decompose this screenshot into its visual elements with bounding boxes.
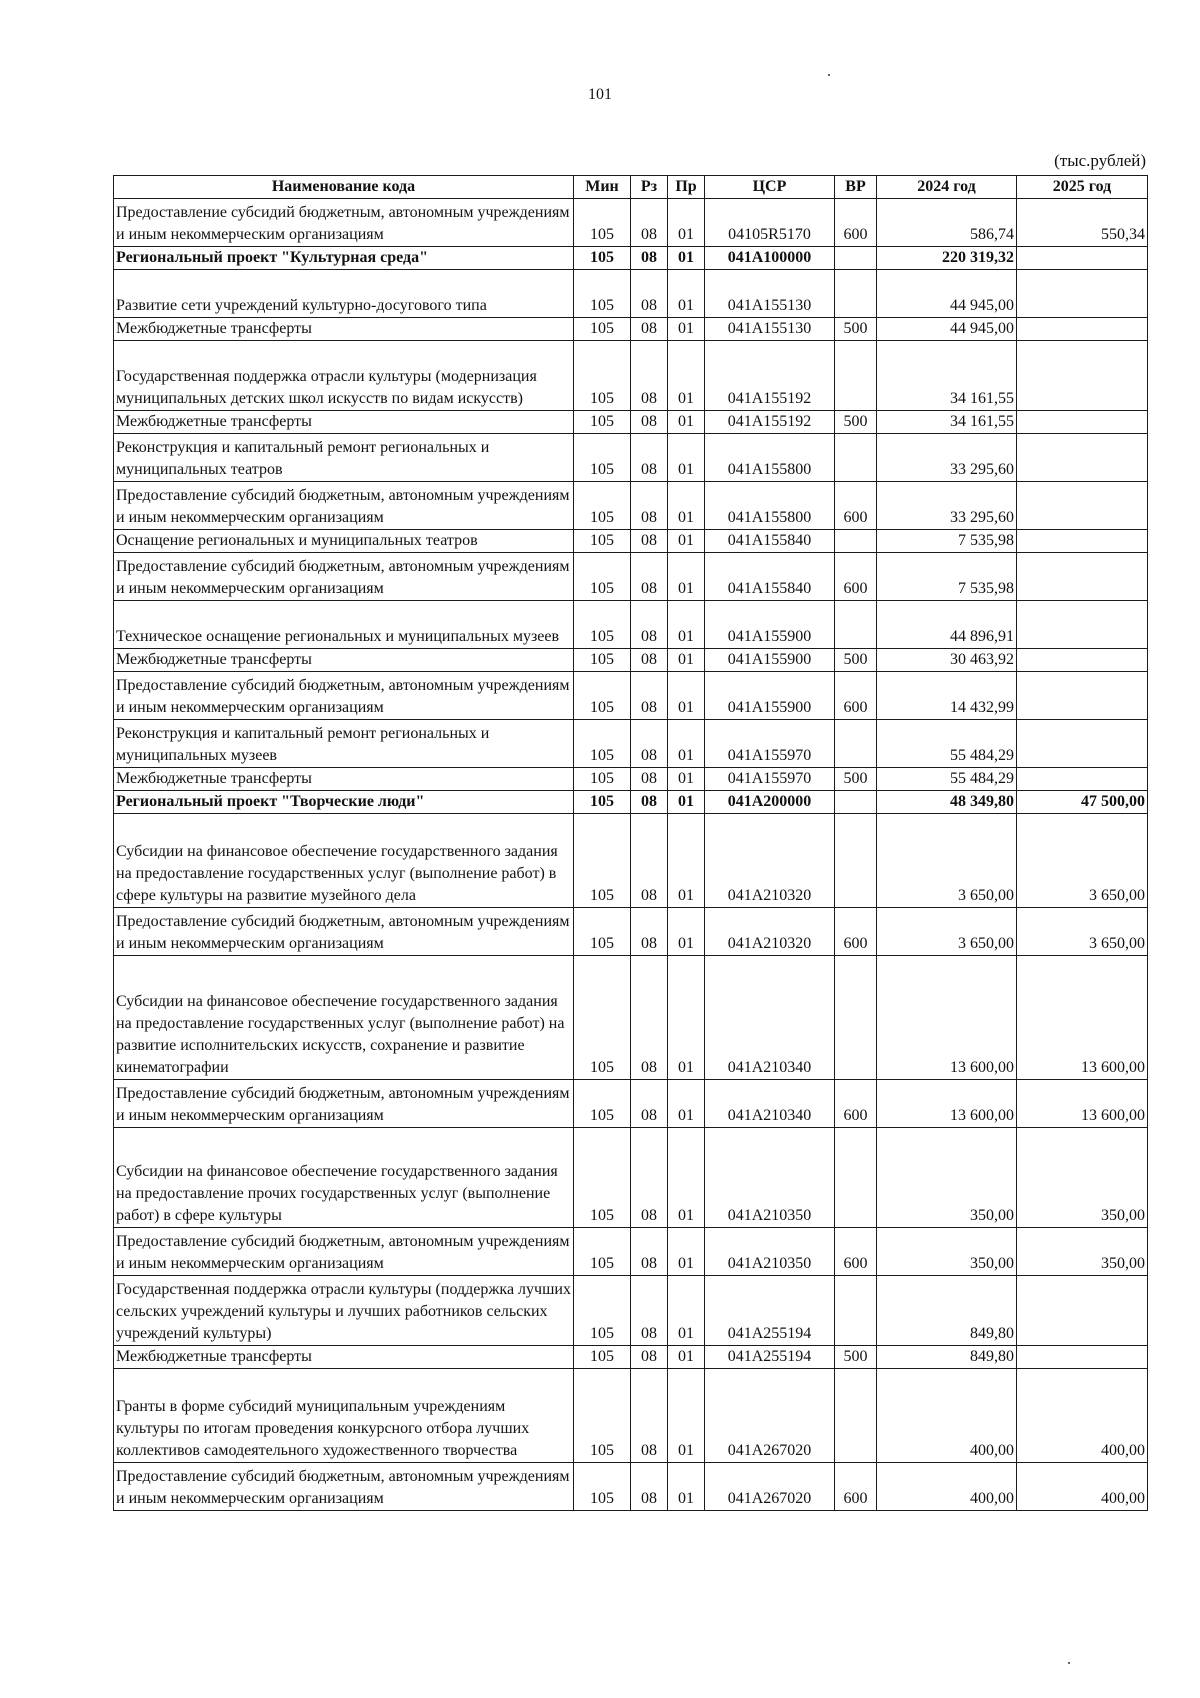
row-vr — [835, 530, 877, 553]
row-min: 105 — [574, 530, 631, 553]
row-rz: 08 — [631, 601, 668, 649]
table-row — [114, 247, 1148, 270]
row-2024: 48 349,80 — [877, 791, 1017, 814]
row-2024: 34 161,55 — [877, 341, 1017, 411]
row-pr: 01 — [668, 199, 705, 247]
row-2024: 13 600,00 — [877, 1080, 1017, 1128]
row-2024: 400,00 — [877, 1463, 1017, 1511]
row-name: Предоставление субсидий бюджетным, автономным учреждениям и иным некоммерческим организациям — [114, 199, 574, 247]
row-pr: 01 — [668, 814, 705, 908]
row-min: 105 — [574, 720, 631, 768]
row-2024: 30 463,92 — [877, 649, 1017, 672]
row-name: Субсидии на финансовое обеспечение государственного задания на предоставление государственных услуг (выполнение работ) на развитие исполнительских искусств, сохранение и развитие кинематографии — [114, 956, 574, 1080]
row-name: Реконструкция и капитальный ремонт региональных и муниципальных музеев — [114, 720, 574, 768]
row-name: Развитие сети учреждений культурно-досугового типа — [114, 270, 574, 318]
table-row — [114, 1463, 1148, 1511]
row-2025 — [1017, 270, 1148, 318]
row-min: 105 — [574, 341, 631, 411]
row-2025: 47 500,00 — [1017, 791, 1148, 814]
header-min: Мин — [574, 176, 631, 199]
row-vr — [835, 270, 877, 318]
row-vr: 600 — [835, 1463, 877, 1511]
row-rz: 08 — [631, 1128, 668, 1228]
units-label: (тыс.рублей) — [1054, 151, 1146, 170]
row-min: 105 — [574, 1369, 631, 1463]
row-vr: 600 — [835, 908, 877, 956]
row-min: 105 — [574, 482, 631, 530]
table-header-row — [114, 176, 1148, 199]
row-name: Межбюджетные трансферты — [114, 411, 574, 434]
table-row — [114, 1346, 1148, 1369]
row-pr: 01 — [668, 649, 705, 672]
row-2025 — [1017, 601, 1148, 649]
row-vr — [835, 341, 877, 411]
table-row — [114, 720, 1148, 768]
row-rz: 08 — [631, 672, 668, 720]
row-2024: 55 484,29 — [877, 768, 1017, 791]
header-vr: ВР — [835, 176, 877, 199]
row-csr: 041A267020 — [705, 1463, 835, 1511]
row-2025 — [1017, 482, 1148, 530]
row-2025 — [1017, 411, 1148, 434]
table-row — [114, 791, 1148, 814]
row-2025 — [1017, 247, 1148, 270]
row-rz: 08 — [631, 956, 668, 1080]
row-2024: 3 650,00 — [877, 908, 1017, 956]
row-min: 105 — [574, 814, 631, 908]
row-rz: 08 — [631, 270, 668, 318]
row-pr: 01 — [668, 908, 705, 956]
row-pr: 01 — [668, 1128, 705, 1228]
row-2025: 3 650,00 — [1017, 814, 1148, 908]
row-min: 105 — [574, 411, 631, 434]
row-2024: 849,80 — [877, 1276, 1017, 1346]
table-row — [114, 1228, 1148, 1276]
row-min: 105 — [574, 199, 631, 247]
row-name: Предоставление субсидий бюджетным, автономным учреждениям и иным некоммерческим организациям — [114, 908, 574, 956]
row-pr: 01 — [668, 270, 705, 318]
row-csr: 041A255194 — [705, 1276, 835, 1346]
row-pr: 01 — [668, 1228, 705, 1276]
row-2025 — [1017, 649, 1148, 672]
row-2024: 33 295,60 — [877, 434, 1017, 482]
row-min: 105 — [574, 768, 631, 791]
row-min: 105 — [574, 956, 631, 1080]
row-rz: 08 — [631, 1369, 668, 1463]
row-rz: 08 — [631, 530, 668, 553]
row-2024: 44 896,91 — [877, 601, 1017, 649]
row-pr: 01 — [668, 672, 705, 720]
table-row — [114, 672, 1148, 720]
scan-speck — [1068, 1662, 1070, 1664]
row-name: Предоставление субсидий бюджетным, автономным учреждениям и иным некоммерческим организациям — [114, 1463, 574, 1511]
row-2024: 220 319,32 — [877, 247, 1017, 270]
row-csr: 041A210350 — [705, 1228, 835, 1276]
header-2025: 2025 год — [1017, 176, 1148, 199]
row-min: 105 — [574, 434, 631, 482]
row-pr: 01 — [668, 434, 705, 482]
row-2025 — [1017, 318, 1148, 341]
row-vr — [835, 956, 877, 1080]
row-pr: 01 — [668, 1080, 705, 1128]
row-2024: 7 535,98 — [877, 530, 1017, 553]
row-name: Межбюджетные трансферты — [114, 768, 574, 791]
row-2024: 586,74 — [877, 199, 1017, 247]
row-2025 — [1017, 553, 1148, 601]
row-csr: 041A210340 — [705, 1080, 835, 1128]
row-vr: 600 — [835, 199, 877, 247]
row-2024: 3 650,00 — [877, 814, 1017, 908]
row-rz: 08 — [631, 553, 668, 601]
row-name: Предоставление субсидий бюджетным, автономным учреждениям и иным некоммерческим организациям — [114, 553, 574, 601]
row-name: Межбюджетные трансферты — [114, 649, 574, 672]
row-2025 — [1017, 530, 1148, 553]
row-2025 — [1017, 1276, 1148, 1346]
row-vr: 600 — [835, 1228, 877, 1276]
row-2025: 13 600,00 — [1017, 956, 1148, 1080]
row-name: Субсидии на финансовое обеспечение государственного задания на предоставление прочих государственных услуг (выполнение работ) в сфере культуры — [114, 1128, 574, 1228]
row-vr — [835, 601, 877, 649]
row-vr: 500 — [835, 1346, 877, 1369]
row-csr: 041A155800 — [705, 434, 835, 482]
table-row — [114, 553, 1148, 601]
row-2025: 400,00 — [1017, 1463, 1148, 1511]
row-name: Государственная поддержка отрасли культуры (поддержка лучших сельских учреждений культуры и лучших работников сельских учреждений культуры) — [114, 1276, 574, 1346]
row-min: 105 — [574, 1080, 631, 1128]
budget-table — [113, 175, 1148, 1511]
row-2025 — [1017, 768, 1148, 791]
row-vr — [835, 1276, 877, 1346]
row-pr: 01 — [668, 482, 705, 530]
row-2025 — [1017, 720, 1148, 768]
table-row — [114, 341, 1148, 411]
row-pr: 01 — [668, 247, 705, 270]
row-pr: 01 — [668, 720, 705, 768]
row-pr: 01 — [668, 601, 705, 649]
row-name: Предоставление субсидий бюджетным, автономным учреждениям и иным некоммерческим организациям — [114, 1228, 574, 1276]
table-row — [114, 199, 1148, 247]
row-csr: 041A155970 — [705, 720, 835, 768]
row-rz: 08 — [631, 247, 668, 270]
table-row — [114, 956, 1148, 1080]
row-2024: 55 484,29 — [877, 720, 1017, 768]
row-rz: 08 — [631, 1346, 668, 1369]
row-pr: 01 — [668, 791, 705, 814]
row-min: 105 — [574, 247, 631, 270]
row-pr: 01 — [668, 1463, 705, 1511]
row-2024: 350,00 — [877, 1128, 1017, 1228]
row-name: Предоставление субсидий бюджетным, автономным учреждениям и иным некоммерческим организациям — [114, 1080, 574, 1128]
row-2024: 14 432,99 — [877, 672, 1017, 720]
row-2024: 34 161,55 — [877, 411, 1017, 434]
row-2024: 7 535,98 — [877, 553, 1017, 601]
row-name: Межбюджетные трансферты — [114, 318, 574, 341]
header-csr: ЦСР — [705, 176, 835, 199]
row-rz: 08 — [631, 411, 668, 434]
row-csr: 041A155840 — [705, 553, 835, 601]
table-row — [114, 1080, 1148, 1128]
row-2025 — [1017, 1346, 1148, 1369]
row-name: Предоставление субсидий бюджетным, автономным учреждениям и иным некоммерческим организациям — [114, 672, 574, 720]
row-vr: 600 — [835, 672, 877, 720]
row-vr — [835, 791, 877, 814]
row-pr: 01 — [668, 553, 705, 601]
row-pr: 01 — [668, 530, 705, 553]
row-min: 105 — [574, 1128, 631, 1228]
row-csr: 041A155192 — [705, 341, 835, 411]
row-rz: 08 — [631, 908, 668, 956]
row-pr: 01 — [668, 768, 705, 791]
row-csr: 041A267020 — [705, 1369, 835, 1463]
row-min: 105 — [574, 908, 631, 956]
row-csr: 041A155970 — [705, 768, 835, 791]
row-min: 105 — [574, 318, 631, 341]
row-csr: 041A210320 — [705, 814, 835, 908]
row-2024: 400,00 — [877, 1369, 1017, 1463]
row-csr: 041A200000 — [705, 791, 835, 814]
table-row — [114, 270, 1148, 318]
row-min: 105 — [574, 672, 631, 720]
row-name: Реконструкция и капитальный ремонт региональных и муниципальных театров — [114, 434, 574, 482]
row-vr: 500 — [835, 649, 877, 672]
row-csr: 041A155130 — [705, 270, 835, 318]
row-csr: 04105R5170 — [705, 199, 835, 247]
row-2025 — [1017, 341, 1148, 411]
row-name: Предоставление субсидий бюджетным, автономным учреждениям и иным некоммерческим организациям — [114, 482, 574, 530]
table-row — [114, 411, 1148, 434]
row-vr — [835, 1369, 877, 1463]
row-2025: 550,34 — [1017, 199, 1148, 247]
row-min: 105 — [574, 1228, 631, 1276]
table-row — [114, 434, 1148, 482]
row-2024: 44 945,00 — [877, 318, 1017, 341]
row-2024: 13 600,00 — [877, 956, 1017, 1080]
row-name: Региональный проект "Культурная среда" — [114, 247, 574, 270]
row-pr: 01 — [668, 956, 705, 1080]
row-rz: 08 — [631, 341, 668, 411]
row-name: Техническое оснащение региональных и муниципальных музеев — [114, 601, 574, 649]
row-vr: 500 — [835, 411, 877, 434]
row-csr: 041A155192 — [705, 411, 835, 434]
row-vr: 500 — [835, 318, 877, 341]
row-min: 105 — [574, 553, 631, 601]
row-2025 — [1017, 672, 1148, 720]
row-name: Гранты в форме субсидий муниципальным учреждениям культуры по итогам проведения конкурсного отбора лучших коллективов самодеятельного художественного творчества — [114, 1369, 574, 1463]
row-pr: 01 — [668, 411, 705, 434]
row-2025: 350,00 — [1017, 1228, 1148, 1276]
table-row — [114, 814, 1148, 908]
row-csr: 041A100000 — [705, 247, 835, 270]
row-csr: 041A155840 — [705, 530, 835, 553]
row-2024: 849,80 — [877, 1346, 1017, 1369]
row-2025 — [1017, 434, 1148, 482]
row-rz: 08 — [631, 1080, 668, 1128]
row-min: 105 — [574, 791, 631, 814]
row-vr — [835, 247, 877, 270]
row-2025: 3 650,00 — [1017, 908, 1148, 956]
row-pr: 01 — [668, 1346, 705, 1369]
row-csr: 041A155800 — [705, 482, 835, 530]
row-2025: 350,00 — [1017, 1128, 1148, 1228]
row-2024: 33 295,60 — [877, 482, 1017, 530]
table-row — [114, 908, 1148, 956]
row-name: Субсидии на финансовое обеспечение государственного задания на предоставление государственных услуг (выполнение работ) в сфере культуры на развитие музейного дела — [114, 814, 574, 908]
row-vr — [835, 434, 877, 482]
row-min: 105 — [574, 270, 631, 318]
row-vr — [835, 720, 877, 768]
header-2024: 2024 год — [877, 176, 1017, 199]
row-min: 105 — [574, 1346, 631, 1369]
table-body — [114, 199, 1148, 1511]
row-2024: 44 945,00 — [877, 270, 1017, 318]
row-rz: 08 — [631, 1463, 668, 1511]
table-row — [114, 649, 1148, 672]
row-csr: 041A155130 — [705, 318, 835, 341]
table-row — [114, 601, 1148, 649]
table-row — [114, 318, 1148, 341]
row-vr: 500 — [835, 768, 877, 791]
row-name: Оснащение региональных и муниципальных театров — [114, 530, 574, 553]
scan-speck — [828, 74, 830, 76]
row-rz: 08 — [631, 1276, 668, 1346]
row-min: 105 — [574, 601, 631, 649]
row-csr: 041A210320 — [705, 908, 835, 956]
row-name: Региональный проект "Творческие люди" — [114, 791, 574, 814]
row-csr: 041A155900 — [705, 649, 835, 672]
row-csr: 041A210340 — [705, 956, 835, 1080]
row-csr: 041A155900 — [705, 601, 835, 649]
row-min: 105 — [574, 649, 631, 672]
table-row — [114, 530, 1148, 553]
row-rz: 08 — [631, 720, 668, 768]
row-name: Межбюджетные трансферты — [114, 1346, 574, 1369]
header-name: Наименование кода — [114, 176, 574, 199]
row-csr: 041A210350 — [705, 1128, 835, 1228]
row-2024: 350,00 — [877, 1228, 1017, 1276]
row-rz: 08 — [631, 318, 668, 341]
row-vr — [835, 814, 877, 908]
row-rz: 08 — [631, 649, 668, 672]
row-rz: 08 — [631, 482, 668, 530]
row-csr: 041A155900 — [705, 672, 835, 720]
row-rz: 08 — [631, 768, 668, 791]
row-vr: 600 — [835, 553, 877, 601]
row-2025: 13 600,00 — [1017, 1080, 1148, 1128]
row-rz: 08 — [631, 791, 668, 814]
header-pr: Пр — [668, 176, 705, 199]
row-rz: 08 — [631, 199, 668, 247]
row-vr — [835, 1128, 877, 1228]
row-min: 105 — [574, 1276, 631, 1346]
row-rz: 08 — [631, 434, 668, 482]
table-row — [114, 768, 1148, 791]
row-vr: 600 — [835, 482, 877, 530]
row-min: 105 — [574, 1463, 631, 1511]
row-rz: 08 — [631, 814, 668, 908]
row-csr: 041A255194 — [705, 1346, 835, 1369]
table-row — [114, 1276, 1148, 1346]
row-pr: 01 — [668, 1369, 705, 1463]
header-rz: Рз — [631, 176, 668, 199]
page-number: 101 — [588, 86, 612, 103]
row-vr: 600 — [835, 1080, 877, 1128]
row-rz: 08 — [631, 1228, 668, 1276]
row-2025: 400,00 — [1017, 1369, 1148, 1463]
table-row — [114, 482, 1148, 530]
row-name: Государственная поддержка отрасли культуры (модернизация муниципальных детских школ искусств по видам искусств) — [114, 341, 574, 411]
row-pr: 01 — [668, 1276, 705, 1346]
table-row — [114, 1369, 1148, 1463]
row-pr: 01 — [668, 341, 705, 411]
table-row — [114, 1128, 1148, 1228]
row-pr: 01 — [668, 318, 705, 341]
